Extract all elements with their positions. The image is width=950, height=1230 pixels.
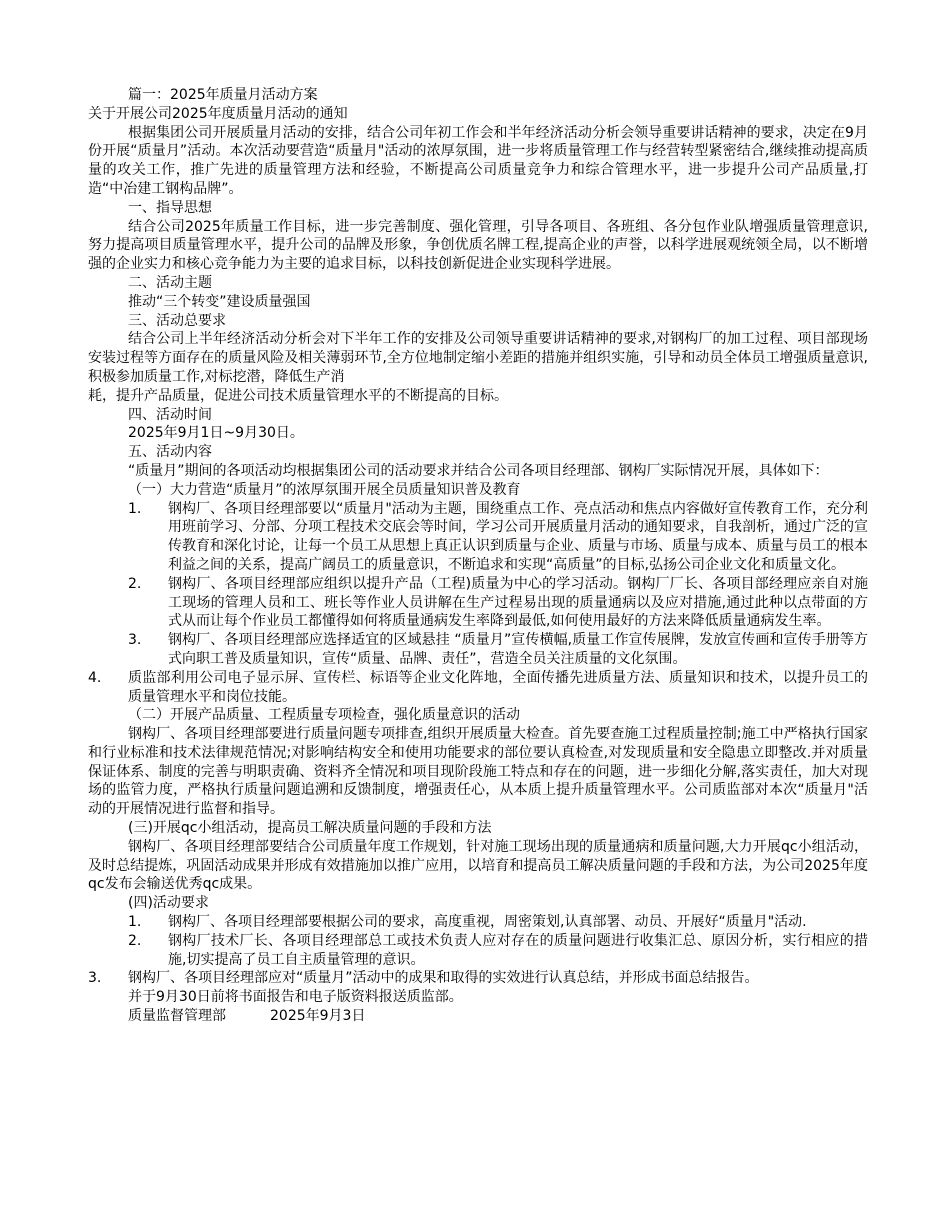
list-number: 3. xyxy=(88,970,102,987)
section-heading-time: 四、活动时间 xyxy=(128,406,212,423)
section-heading-content: 五、活动内容 xyxy=(128,444,212,461)
list-number: 2. xyxy=(128,575,142,592)
signature-date: 2025年9月3日 xyxy=(270,1008,366,1025)
list-item xyxy=(88,500,868,575)
subsection-heading-qc: (三)开展qc小组活动，提高员工解决质量问题的手段和方法 xyxy=(128,820,492,837)
closing-line: 并于9月30日前将书面报告和电子版资料报送质监部。 xyxy=(128,989,463,1006)
subsection-body-inspection: 钢构厂、各项目经理部要进行质量问题专项排查,组织开展质量大检查。首先要查施工过程质量控制;施工中严格执行国家和行业标准和技术法律规范情况;对影响结构安全和使用功能要求的部位要认真检查,对发现质量和安全隐患立即整改.并对质量保证体系、制度的完善与明职责确、资料齐全情况和项目现阶段施工特点和存在的问题，进一步细化分解,落实责任，加大对现场的监管力度，严格执行质量问题追溯和反馈制度，增强责任心，从本质上提升质量管理水平。公司质监部对本次“质量月"活动的开展情况进行监督和指导。 xyxy=(88,726,868,818)
list-item xyxy=(88,631,868,669)
list-item-text: 钢构厂、各项目经理部要根据公司的要求，高度重视，周密策划,认真部署、动员、开展好“质量月"活动. xyxy=(168,914,807,931)
list-number: 3. xyxy=(128,632,142,649)
section-body-guiding: 结合公司2025年质量工作目标，进一步完善制度、强化管理，引导各项目、各班组、各分包作业队增强质量管理意识,努力提高项目质量管理水平，提升公司的品牌及形象，争创优质名牌工程,提高企业的声誉，以科学进展观统领全局，以不断增强的企业实力和核心竞争能力为主要的追求目标，以科技创新促进企业实现科学进展。 xyxy=(88,218,868,273)
section-heading-guiding: 一、指导思想 xyxy=(128,199,212,216)
list-item xyxy=(88,969,868,988)
list-item-text: 钢构厂、各项目经理部应对“质量月”活动中的成果和取得的实效进行认真总结，并形成书面总结报告。 xyxy=(128,970,759,987)
list-number: 1. xyxy=(128,914,142,931)
list-item xyxy=(88,669,868,707)
section-body-theme: 推动“三个转变”建设质量强国 xyxy=(128,293,311,310)
list-number: 4. xyxy=(88,669,102,686)
section-heading-theme: 二、活动主题 xyxy=(128,274,212,291)
list-item-text: 质监部利用公司电子显示屏、宣传栏、标语等企业文化阵地，全面传播先进质量方法、质量知识和技术，以提升员工的质量管理水平和岗位技能。 xyxy=(128,669,868,705)
intro-paragraph: 根据集团公司开展质量月活动的安排，结合公司年初工作会和半年经济活动分析会领导重要讲话精神的要求，决定在9月份开展“质量月”活动。本次活动要营造“质量月"活动的浓厚氛围，进一步将质量管理工作与经营转型紧密结合,继续推动提高质量的攻关工作，推广先进的质量管理方法和经验，不断提高公司质量竞争力和综合管理水平，进一步提升公司产品质量,打造“中冶建工钢构品牌”。 xyxy=(88,124,868,197)
list-item-text: 钢构厂、各项目经理部要以“质量月"活动为主题，围绕重点工作、亮点活动和焦点内容做好宣传教育工作，充分利用班前学习、分部、分项工程技术交底会等时间，学习公司开展质量月活动的通知要求，自我剖析，通过广泛的宣传教育和深化讨论，让每一个员工从思想上真正认识到质量与企业、质量与市场、质量与成本、质量与员工的根本利益之间的关系，提高广阔员工的质量意识，不断追求和实现“高质量”的目标,弘扬公司企业文化和质量文化。 xyxy=(168,500,868,573)
subsection-heading-atmosphere: （一）大力营造“质量月”的浓厚氛围开展全员质量知识普及教育 xyxy=(128,481,521,498)
notice-title: 关于开展公司2025年度质量月活动的通知 xyxy=(88,105,348,122)
subsection-heading-inspection: （二）开展产品质量、工程质量专项检查，强化质量意识的活动 xyxy=(128,707,520,724)
list-number: 1. xyxy=(128,500,142,517)
list-item-text: 钢构厂技术厂长、各项目经理部总工或技术负责人应对存在的质量问题进行收集汇总、原因分析，实行相应的措施,切实提高了员工自主质量管理的意识。 xyxy=(168,932,868,968)
subsection-body-qc: 钢构厂、各项目经理部要结合公司质量年度工作规划，针对施工现场出现的质量通病和质量问题,大力开展qc小组活动，及时总结提炼，巩固活动成果并形成有效措施加以推广应用，以培育和提高员工解决质量问题的手段和方法，为公司2025年度qc发布会输送优秀qc成果。 xyxy=(88,838,868,893)
signature-department: 质量监督管理部 xyxy=(128,1008,226,1025)
list-item xyxy=(88,932,868,970)
list-item-text: 钢构厂、各项目经理部应选择适宜的区域悬挂 “质量月”宣传横幅,质量工作宣传展牌，发放宣传画和宣传手册等方式向职工普及质量知识，宣传“质量、品牌、责任”，营造全员关注质量的文化氛围。 xyxy=(168,632,868,667)
subsection-heading-requirements: (四)活动要求 xyxy=(128,895,209,912)
signature-line xyxy=(88,1007,868,1026)
list-item xyxy=(88,575,868,631)
section-body-content: “质量月”期间的各项活动均根据集团公司的活动要求并结合公司各项目经理部、钢构厂实际情况开展，具体如下： xyxy=(128,462,829,479)
list-item-text: 钢构厂、各项目经理部应组织以提升产品（工程)质量为中心的学习活动。钢构厂厂长、各项目部经理应亲自对施工现场的管理人员和工、班长等作业人员讲解在生产过程易出现的质量通病以及应对措施,通过此种以点带面的方式从而让每个作业员工都懂得如何将质量通病发生率降到最低,如何使用最好的方法来降低质量通病发生率。 xyxy=(168,575,868,630)
document-title: 篇一：2025年质量月活动方案 xyxy=(128,87,318,103)
section-body-time: 2025年9月1日~9月30日。 xyxy=(128,425,304,442)
section-heading-requirements: 三、活动总要求 xyxy=(128,312,226,329)
section-body-requirements: 结合公司上半年经济活动分析会对下半年工作的安排及公司领导重要讲话精神的要求,对钢构厂的加工过程、项目部现场安装过程等方面存在的质量风险及相关薄弱环节,全方位地制定缩小差距的措施并组织实施，引导和动员全体员工增强质量意识,积极参加质量工作,对标挖潜，降低生产消 xyxy=(88,331,868,385)
list-number: 2. xyxy=(128,932,142,949)
document-body xyxy=(88,86,868,1026)
list-item xyxy=(88,913,868,932)
section-body-requirements-cont: 耗，提升产品质量，促进公司技术质量管理水平的不断提高的目标。 xyxy=(88,387,508,404)
